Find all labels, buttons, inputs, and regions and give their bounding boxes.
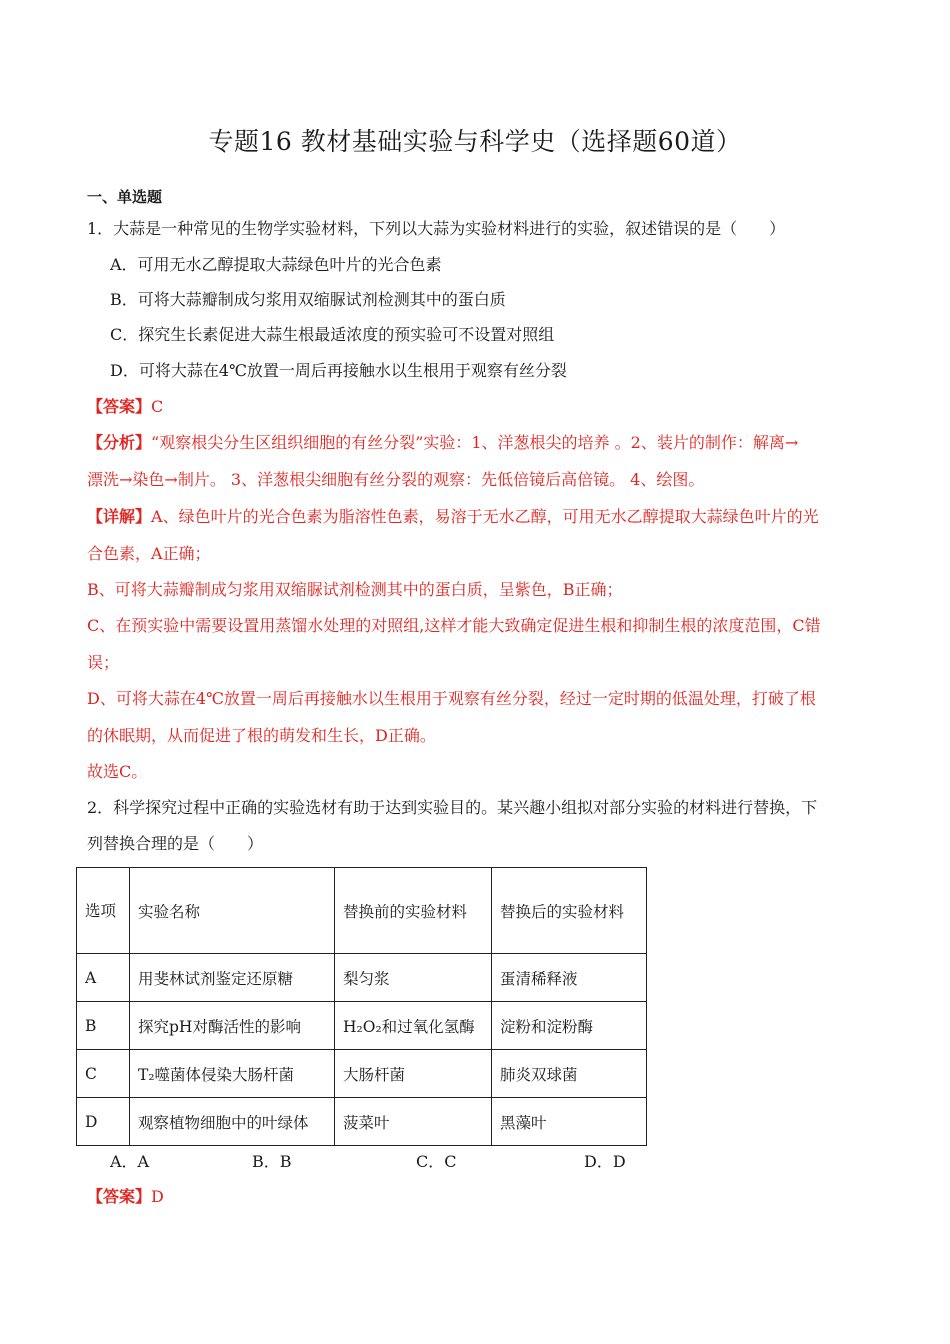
q1-option-b: B．可将大蒜瓣制成匀浆用双缩脲试剂检测其中的蛋白质 [110,290,506,309]
experiment-table [76,867,647,1146]
table-cell: B [77,1002,130,1050]
analysis-text: “观察根尖分生区组织细胞的有丝分裂”实验：1、洋葱根尖的培养 。2、装片的制作：解离→ [151,433,799,452]
q1-detail-line-7: 的休眠期，从而促进了根的萌发和生长，D正确。 [87,726,436,745]
detail-tag: 【详解】 [87,507,152,526]
q1-detail-line-5: 误； [87,653,120,672]
q2-choice-b: B．B [252,1152,292,1171]
q1-analysis-line-1 [87,432,862,454]
table-cell: T₂噬菌体侵染大肠杆菌 [130,1050,335,1098]
table-cell: 用斐林试剂鉴定还原糖 [130,954,335,1002]
q1-detail-line-3: B、可将大蒜瓣制成匀浆用双缩脲试剂检测其中的蛋白质，呈紫色，B正确； [87,580,623,599]
table-cell: 黑藻叶 [492,1098,647,1146]
q2-choice-c: C．C [416,1152,457,1171]
answer-tag: 【答案】 [87,1187,152,1206]
q1-detail-line-6: D、可将大蒜在4℃放置一周后再接触水以生根用于观察有丝分裂，经过一定时期的低温处理，打破了根 [87,689,816,708]
table-cell: 蛋清稀释液 [492,954,647,1002]
table-cell: 菠菜叶 [335,1098,492,1146]
section-heading: 一、单选题 [87,188,163,206]
table-cell: H₂O₂和过氧化氢酶 [335,1002,492,1050]
q1-conclusion: 故选C。 [87,762,148,781]
q2-choice-a: A．A [110,1152,150,1171]
q1-detail-line-2: 合色素，A正确； [87,544,211,563]
table-cell: 淀粉和淀粉酶 [492,1002,647,1050]
q1-answer [87,396,862,418]
table-cell: D [77,1098,130,1146]
table-row [77,1098,647,1146]
answer-tag: 【答案】 [87,397,152,416]
table-row [77,1002,647,1050]
table-cell: 观察植物细胞中的叶绿体 [130,1098,335,1146]
q1-analysis-line-2: 漂洗→染色→制片。 3、洋葱根尖细胞有丝分裂的观察：先低倍镜后高倍镜。 4、绘图。 [87,470,705,489]
q1-stem: 1．大蒜是一种常见的生物学实验材料，下列以大蒜为实验材料进行的实验，叙述错误的是（ ） [87,219,786,238]
q1-option-c: C．探究生长素促进大蒜生根最适浓度的预实验可不设置对照组 [110,325,555,344]
table-cell: 大肠杆菌 [335,1050,492,1098]
q2-choice-d: D．D [584,1152,626,1171]
table-header-row [77,868,647,954]
q2-stem-line-1: 2．科学探究过程中正确的实验选材有助于达到实验目的。某兴趣小组拟对部分实验的材料进行替换，下 [87,798,818,817]
answer-value: D [151,1187,164,1206]
table-row [77,1050,647,1098]
table-cell: 探究pH对酶活性的影响 [130,1002,335,1050]
page-title: 专题16 教材基础实验与科学史（选择题60道） [208,127,742,156]
q2-answer [87,1186,862,1208]
detail-text: A、绿色叶片的光合色素为脂溶性色素，易溶于无水乙醇，可用无水乙醇提取大蒜绿色叶片的光 [151,507,819,526]
q1-detail-line-1 [87,506,862,528]
table-cell: C [77,1050,130,1098]
analysis-tag: 【分析】 [87,433,152,452]
header-cell: 选项 [77,868,130,954]
table-cell: 梨匀浆 [335,954,492,1002]
header-cell: 实验名称 [130,868,335,954]
q1-option-d: D．可将大蒜在4℃放置一周后再接触水以生根用于观察有丝分裂 [110,361,567,380]
q2-stem-line-2: 列替换合理的是（ ） [87,834,264,853]
header-cell: 替换后的实验材料 [492,868,647,954]
table-row [77,954,647,1002]
table-cell: 肺炎双球菌 [492,1050,647,1098]
table-cell: A [77,954,130,1002]
answer-value: C [151,397,164,416]
q1-detail-line-4: C、在预实验中需要设置用蒸馏水处理的对照组,这样才能大致确定促进生根和抑制生根的浓度范围，C错 [87,616,821,635]
header-cell: 替换前的实验材料 [335,868,492,954]
q1-option-a: A．可用无水乙醇提取大蒜绿色叶片的光合色素 [110,255,442,274]
